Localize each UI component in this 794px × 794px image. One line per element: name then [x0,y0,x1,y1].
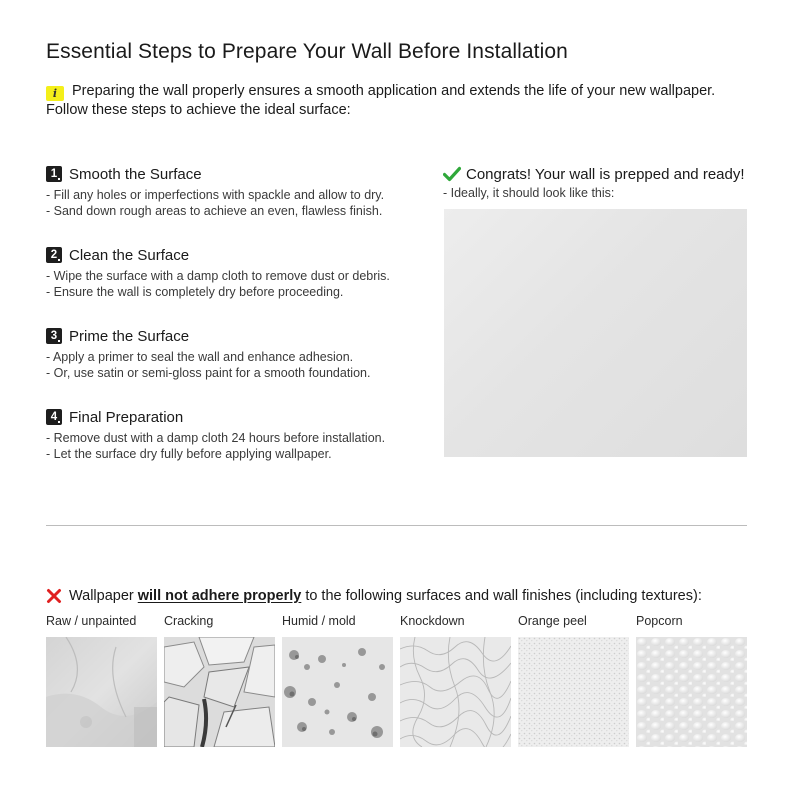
texture-label-raw: Raw / unpainted [46,614,137,628]
check-icon [443,166,461,182]
step-line: - Let the surface dry fully before applying wallpaper. [46,447,332,461]
warning-prefix: Wallpaper [69,588,134,604]
warning-suffix: to the following surfaces and wall finishes (including textures): [305,588,702,604]
texture-image-raw [46,637,157,747]
step-number-badge: 1 [46,166,62,182]
ready-title: Congrats! Your wall is prepped and ready! [466,165,745,183]
step-1 [46,164,426,219]
texture-label-cracking: Cracking [164,614,214,628]
page-title: Essential Steps to Prepare Your Wall Before Installation [46,40,568,63]
step-4 [46,407,426,462]
texture-label-knockdown: Knockdown [400,614,465,628]
step-line: - Remove dust with a damp cloth 24 hours before installation. [46,431,386,445]
texture-image-knockdown [400,637,511,747]
texture-label-humid: Humid / mold [282,614,356,628]
step-title: Final Preparation [69,408,184,426]
intro-text: Preparing the wall properly ensures a smooth application and extends the life of your new wallpaper. Follow these steps to achieve the ideal surface: [46,83,716,118]
texture-image-popcorn [636,637,747,747]
texture-image-orange-peel [518,637,629,747]
ideal-wall-image [444,209,747,457]
info-icon: i [46,86,64,101]
ready-subtitle: - Ideally, it should look like this: [443,186,615,200]
texture-image-humid [282,637,393,747]
step-title: Prime the Surface [69,327,190,345]
warning-emphasis: will not adhere properly [137,588,302,604]
ready-section [443,164,753,200]
warning-line [46,588,702,604]
step-line: - Sand down rough areas to achieve an even, flawless finish. [46,204,383,218]
step-number-badge: 3 [46,328,62,344]
texture-label-popcorn: Popcorn [636,614,683,628]
step-line: - Wipe the surface with a damp cloth to remove dust or debris. [46,269,390,283]
step-2 [46,245,426,300]
step-number-badge: 4 [46,409,62,425]
step-number-badge: 2 [46,247,62,263]
texture-label-orange-peel: Orange peel [518,614,587,628]
step-3 [46,326,426,381]
section-divider [46,525,747,526]
step-line: - Apply a primer to seal the wall and enhance adhesion. [46,350,354,364]
step-line: - Or, use satin or semi-gloss paint for a smooth foundation. [46,366,371,380]
step-line: - Fill any holes or imperfections with spackle and allow to dry. [46,188,385,202]
step-title: Smooth the Surface [69,165,202,183]
step-line: - Ensure the wall is completely dry before proceeding. [46,285,344,299]
intro-paragraph [46,82,756,120]
step-title: Clean the Surface [69,246,190,264]
texture-image-cracking [164,637,275,747]
x-icon [46,588,62,604]
